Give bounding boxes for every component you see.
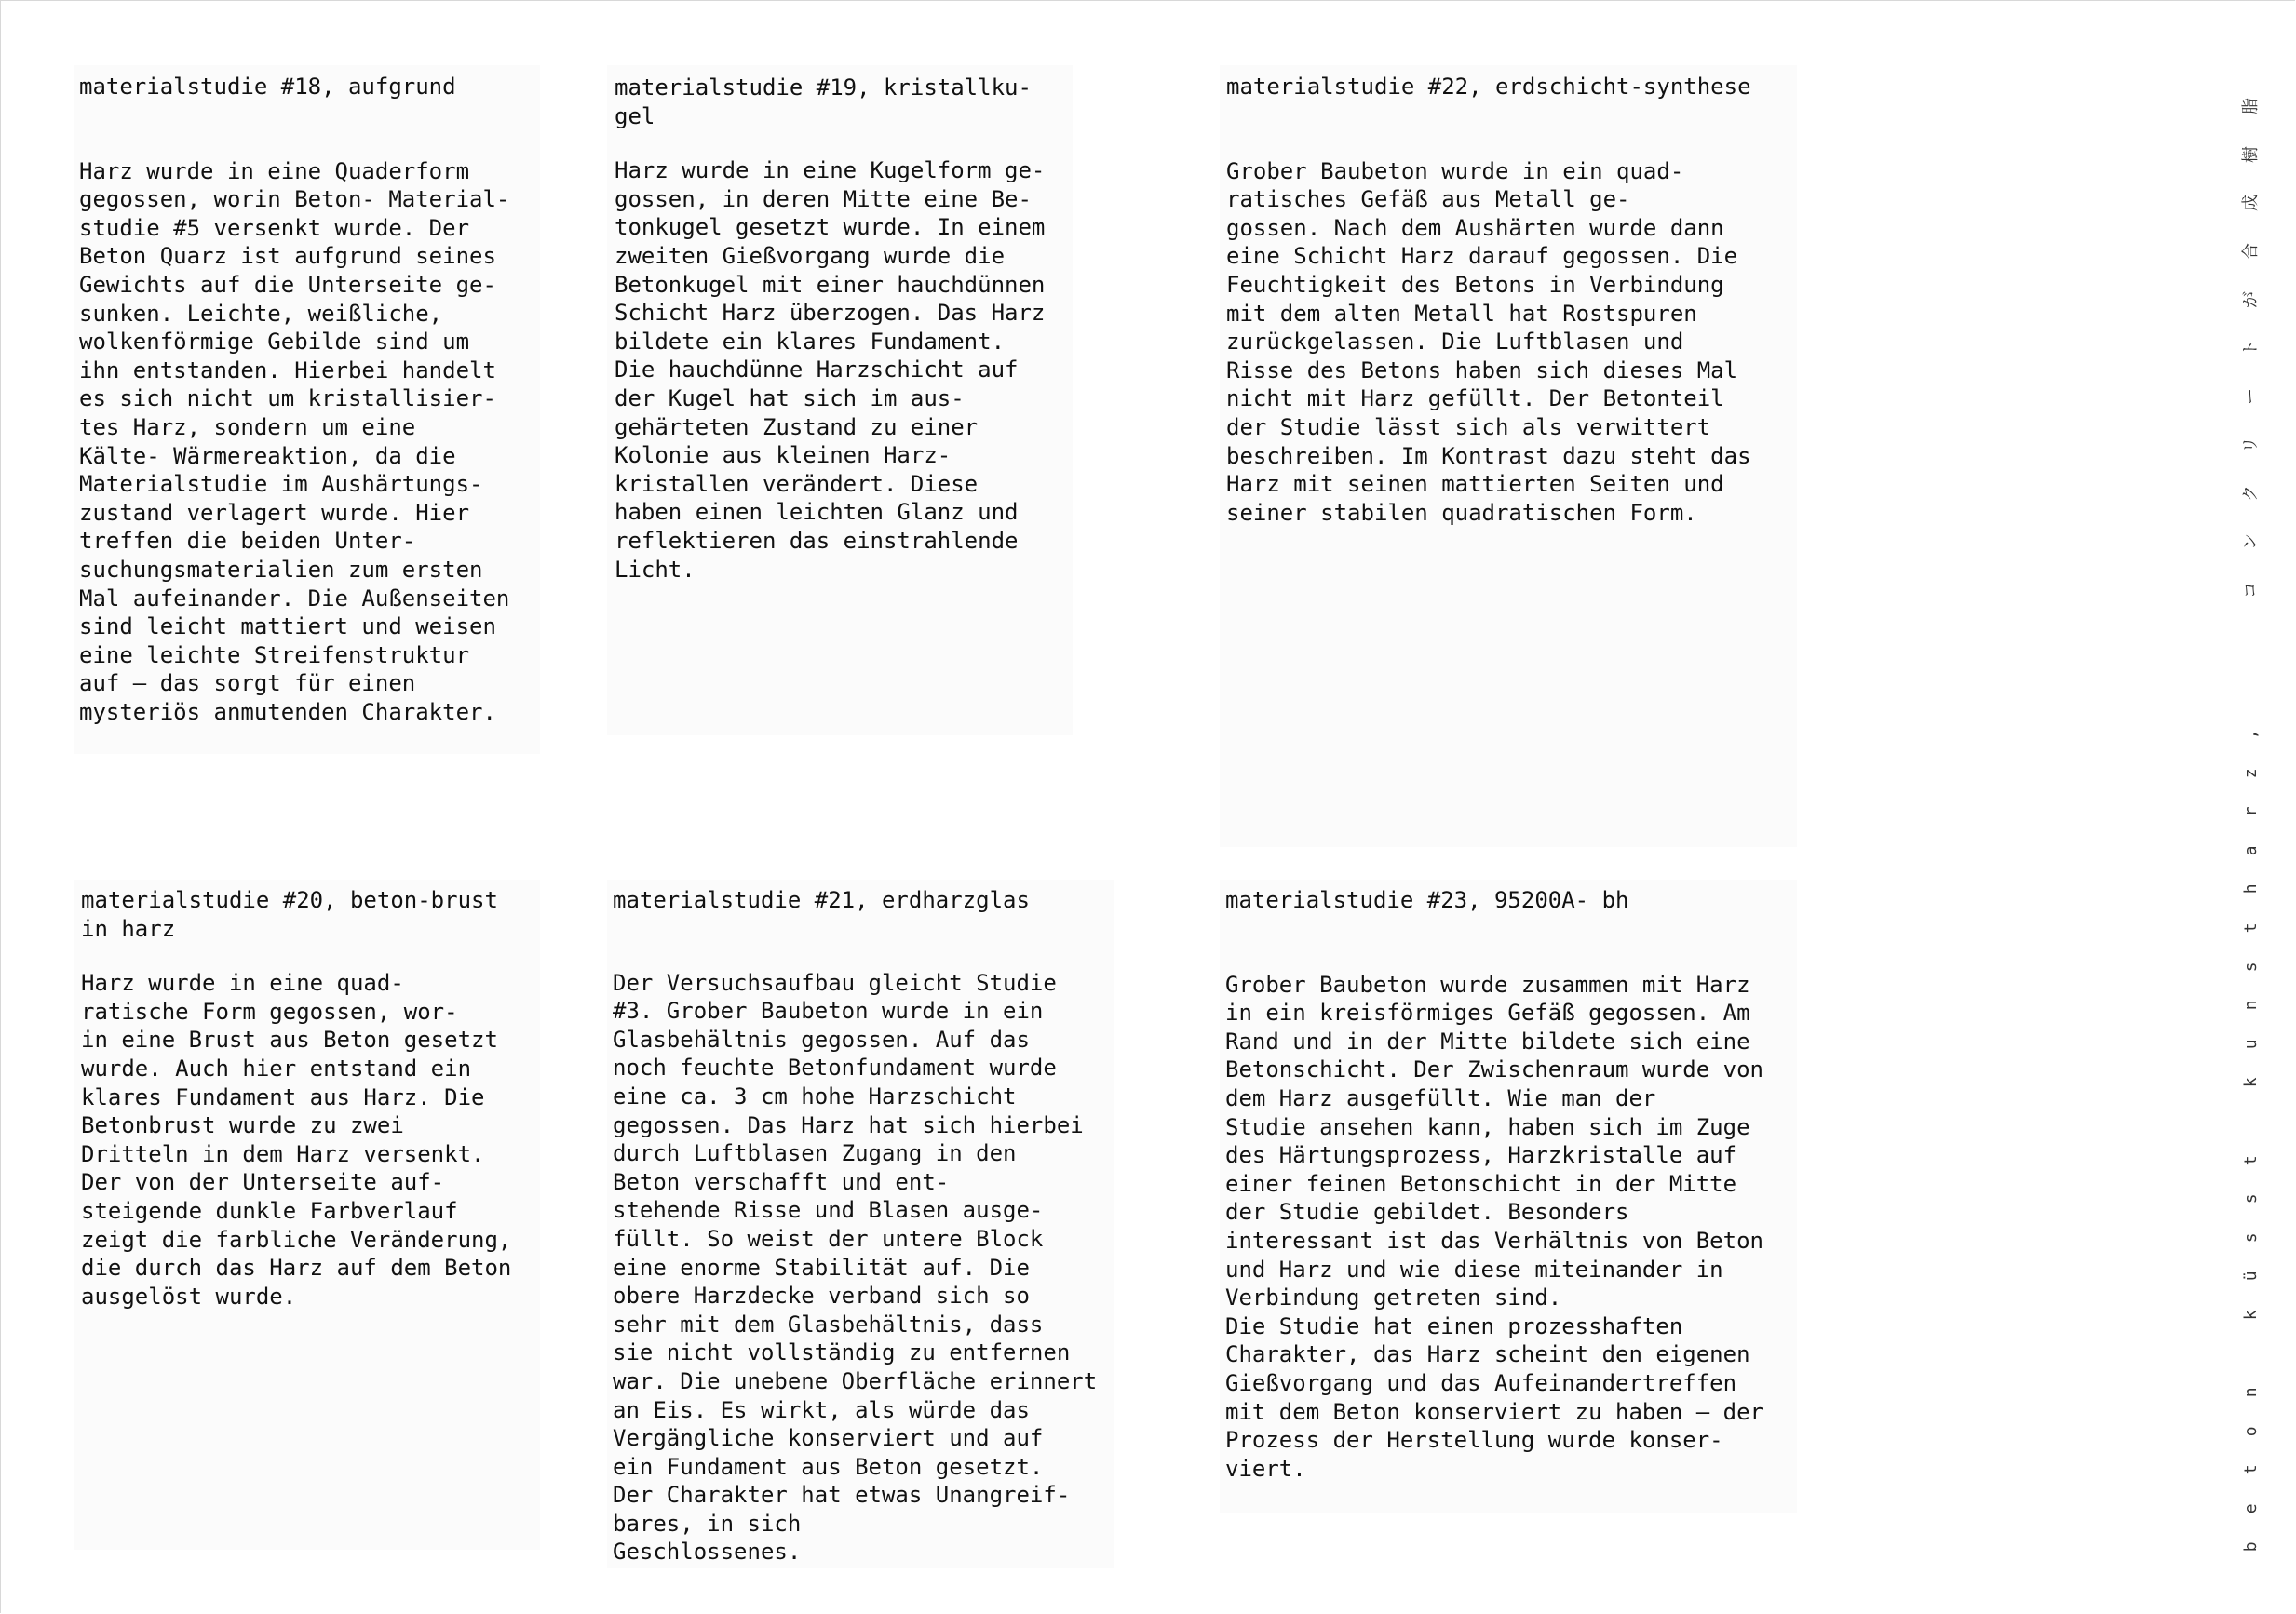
side-char: r <box>2241 806 2262 817</box>
study-text: Grober Baubeton wurde zusammen mit Harz in ein kreisförmiges Gefäß gegossen. Am Rand und in der Mitte bildete sich eine Betonschicht. Der Zwischenraum wurde von dem Harz ausgefüllt. Wie man der Studie ansehen kann, haben sich im Zuge des Härtungsprozess, Harzkristalle auf einer feinen Betonschicht in der Mitte der Studie gebildet. Besonders interessant ist das Verhältnis von Beton und Harz und wie diese miteinander in Verbindung getreten sind. Die Studie hat einen prozesshaften Charakter, das Harz scheint den eigenen Gießvorgang und das Aufeinandertreffen mit dem Beton konserviert zu haben – der Prozess der Herstellung wurde konser- viert. <box>1225 971 1763 1482</box>
study-text: Harz wurde in eine Quaderform gegossen, worin Beton- Material- studie #5 versenkt wurde. Der Beton Quarz ist aufgrund seines Gewichts auf die Unterseite ge- sunken. Leichte, weißliche, wolkenförmige Gebilde sind um ihn entstanden. Hierbei handelt es sich nicht um kristallisier- tes Harz, sondern um eine Kälte- Wärmereaktion, da die Materialstudie im Aushärtungs- zustand verlagert wurde. Hier treffen die beiden Unter- suchungsmaterialien zum ersten Mal aufeinander. Die Außenseiten sind leicht mattiert und weisen eine leichte Streifenstruktur auf – das sorgt für einen mysteriös anmutenden Charakter. <box>79 157 510 725</box>
side-char: n <box>2241 1000 2262 1011</box>
side-char: 成 <box>2241 195 2261 211</box>
side-char: コ <box>2241 582 2261 599</box>
side-char: 合 <box>2241 243 2261 260</box>
side-char: n <box>2241 1387 2262 1398</box>
side-char: 樹 <box>2241 146 2261 163</box>
side-char: t <box>2241 922 2262 934</box>
side-char: z <box>2241 767 2262 778</box>
study-text: Harz wurde in eine quad- ratische Form gegossen, wor- in eine Brust aus Beton gesetzt wurde. Auch hier entstand ein klares Fundament aus Harz. Die Betonbrust wurde zu zwei Dritteln in dem Harz versenkt. Der von der Unterseite auf- steigende dunkle Farbverlauf zeigt die farbliche Veränderung, die durch das Harz auf dem Beton ausgelöst wurde. <box>81 970 512 1310</box>
side-title-german <box>2223 715 2279 1567</box>
side-char: s <box>2241 1193 2262 1204</box>
study-22 <box>1226 73 1803 527</box>
study-20 <box>81 886 565 1311</box>
side-char: s <box>2241 1232 2262 1243</box>
side-char: , <box>2241 729 2262 740</box>
side-char: が <box>2241 291 2261 308</box>
side-char: 脂 <box>2241 98 2261 114</box>
side-char: t <box>2241 1464 2262 1475</box>
study-title: materialstudie #20, beton-brust in harz <box>81 887 498 942</box>
study-text: Harz wurde in eine Kugelform ge- gossen, in deren Mitte eine Be- tonkugel gesetzt wurde. In einem zweiten Gießvorgang wurde die Betonkugel mit einer hauchdünnen Schicht Harz überzogen. Das Harz bildete ein klares Fundament. Die hauchdünne Harzschicht auf der Kugel hat sich im aus- gehärteten Zustand zu einer Kolonie aus kleinen Harz- kristallen verändert. Diese haben einen leichten Glanz und reflektieren das einstrahlende Licht. <box>615 157 1046 583</box>
side-char: リ <box>2241 437 2261 453</box>
side-char: a <box>2241 845 2262 855</box>
side-char: h <box>2241 883 2262 894</box>
side-char: ー <box>2241 388 2261 405</box>
side-char: ク <box>2241 485 2261 502</box>
study-text: Der Versuchsaufbau gleicht Studie #3. Grober Baubeton wurde in ein Glasbehältnis gegossen. Auf das noch feuchte Betonfundament wurde eine ca. 3 cm hohe Harzschicht gegossen. Das Harz hat sich hierbei durch Luftblasen Zugang in den Beton verschafft und ent- stehende Risse und Blasen ausge- füllt. So weist der untere Block eine enorme Stabilität auf. Die obere Harzdecke verband sich so sehr mit dem Glasbehältnis, dass sie nicht vollständig zu entfernen war. Die unebene Oberfläche erinnert an Eis. Es wirkt, als würde das Vergängliche konserviert und auf ein Fundament aus Beton gesetzt. Der Charakter hat etwas Unangreif- bares, in sich Geschlossenes. <box>613 969 1098 1566</box>
side-char: k <box>2241 1310 2262 1321</box>
side-char: u <box>2241 1039 2262 1049</box>
side-char: ン <box>2241 533 2261 550</box>
side-char: e <box>2241 1503 2262 1514</box>
study-18 <box>79 73 545 726</box>
side-title-japanese <box>2223 82 2279 614</box>
study-title: materialstudie #18, aufgrund <box>79 74 456 100</box>
side-char: b <box>2241 1541 2262 1553</box>
study-text: Grober Baubeton wurde in ein quad- ratisches Gefäß aus Metall ge- gossen. Nach dem Aushärten wurde dann eine Schicht Harz darauf gegossen. Die Feuchtigkeit des Betons in Verbindung mit dem alten Metall hat Rostspuren zurückgelassen. Die Luftblasen und Risse des Betons haben sich dieses Mal nicht mit Harz gefüllt. Der Betonteil der Studie lässt sich als verwittert beschreiben. Im Kontrast dazu steht das Harz mit seinen mattierten Seiten und seiner stabilen quadratischen Form. <box>1226 157 1751 526</box>
study-23 <box>1225 886 1803 1483</box>
side-char: ト <box>2241 340 2261 356</box>
side-char: t <box>2241 1154 2262 1165</box>
side-char: s <box>2241 961 2262 972</box>
study-title: materialstudie #19, kristallku- gel <box>615 74 1032 129</box>
side-char: ü <box>2241 1271 2262 1282</box>
study-19 <box>615 74 1080 584</box>
study-21 <box>613 886 1134 1567</box>
study-title: materialstudie #22, erdschicht-synthese <box>1226 74 1751 100</box>
side-char: o <box>2241 1426 2262 1436</box>
study-title: materialstudie #23, 95200A- bh <box>1225 887 1629 913</box>
side-char: k <box>2241 1077 2262 1088</box>
study-title: materialstudie #21, erdharzglas <box>613 887 1030 913</box>
